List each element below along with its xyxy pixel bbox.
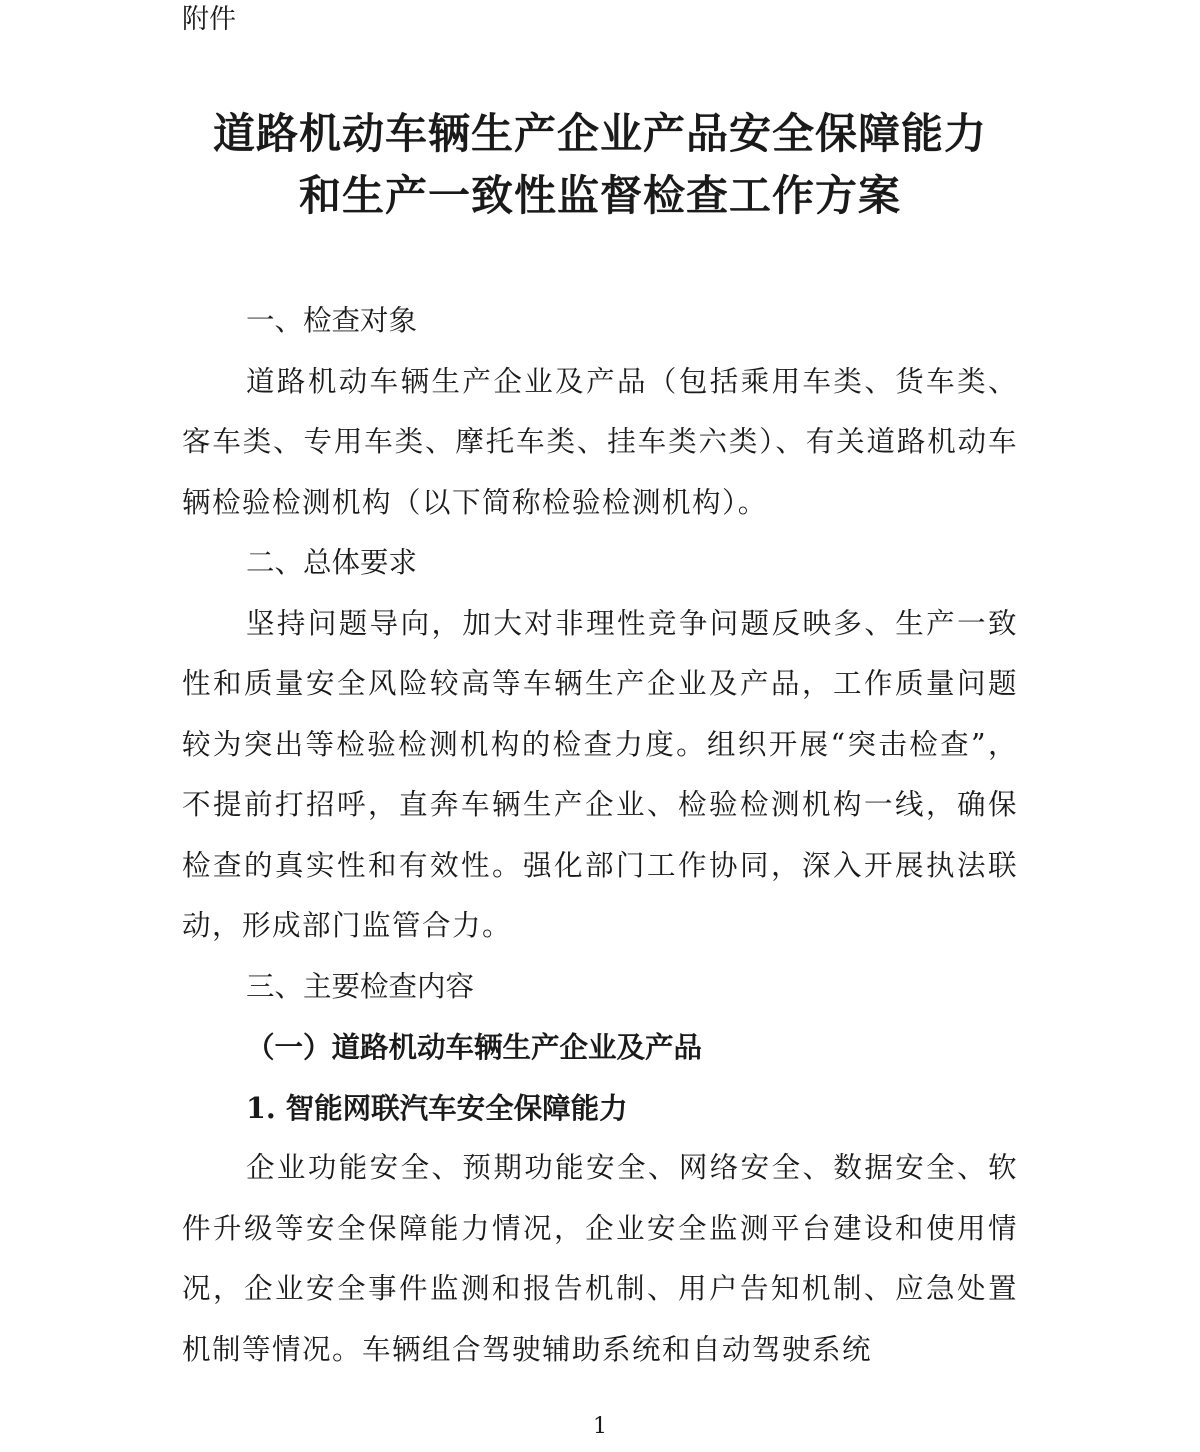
- page-number: 1: [593, 1414, 607, 1439]
- section-heading-general-requirements: 二、总体要求: [246, 546, 418, 579]
- document-title-line-1: 道路机动车辆生产企业产品安全保障能力: [212, 109, 987, 158]
- section-heading-main-content: 三、主要检查内容: [246, 969, 475, 1003]
- subsection-heading-manufacturers: （一）道路机动车辆生产企业及产品: [246, 1030, 703, 1064]
- section-paragraph-inspection-targets: 道路机动车辆生产企业及产品（包括乘用车类、货车类、客车类、专用车类、摩托车类、挂车类六类）、有关道路机动车辆检验检测机构（以下简称检验检测机构）。: [182, 364, 1018, 519]
- item-paragraph-icv-safety: 企业功能安全、预期功能安全、网络安全、数据安全、软件升级等安全保障能力情况，企业安全监测平台建设和使用情况，企业安全事件监测和报告机制、用户告知机制、应急处置机制等情况。车辆组合驾驶辅助系统和自动驾驶系统: [182, 1151, 1018, 1366]
- section-paragraph-general-requirements: 坚持问题导向，加大对非理性竞争问题反映多、生产一致性和质量安全风险较高等车辆生产企业及产品，工作质量问题较为突出等检验检测机构的检查力度。组织开展“突击检查”，不提前打招呼，直奔车辆生产企业、检验检测机构一线，确保检查的真实性和有效性。强化部门工作协同，深入开展执法联动，形成部门监管合力。: [182, 606, 1018, 942]
- section-heading-inspection-targets: 一、检查对象: [246, 304, 418, 337]
- document-title-line-2: 和生产一致性监督检查工作方案: [298, 171, 901, 220]
- item-heading-icv-safety: 1. 智能网联汽车安全保障能力: [246, 1090, 628, 1125]
- attachment-label: 附件: [182, 4, 236, 35]
- document-body: [182, 291, 1018, 1380]
